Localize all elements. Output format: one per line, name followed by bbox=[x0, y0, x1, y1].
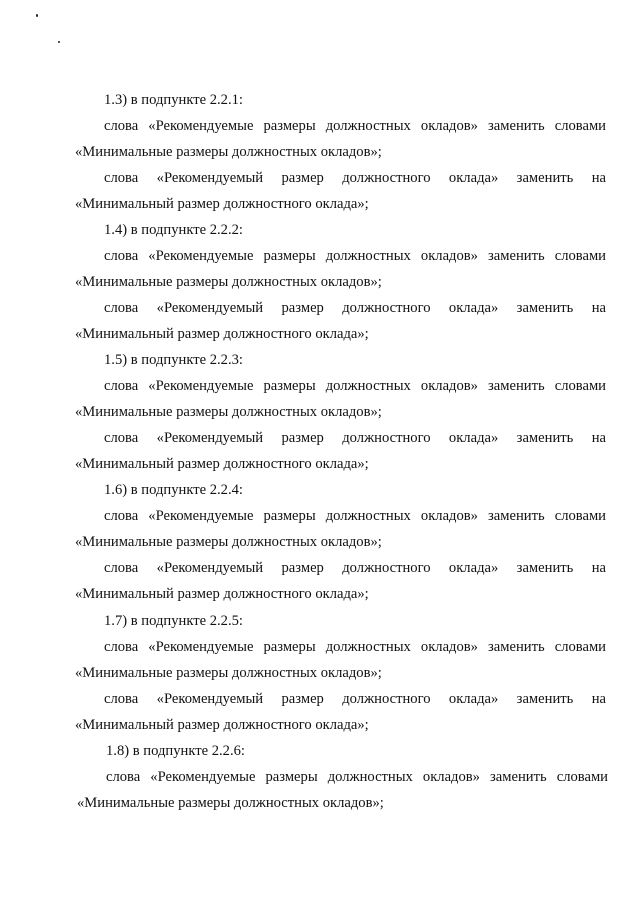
item-heading: 1.4) в подпункте 2.2.2: bbox=[104, 222, 243, 238]
paragraph-line: «Минимальные размеры должностных окладов»; bbox=[75, 404, 382, 420]
paragraph-line: «Минимальный размер должностного оклада»; bbox=[75, 586, 369, 602]
paragraph-line: слова «Рекомендуемые размеры должностных окладов» заменить словами bbox=[106, 769, 608, 785]
item-heading: 1.6) в подпункте 2.2.4: bbox=[104, 482, 243, 498]
scan-speck bbox=[58, 41, 60, 43]
paragraph-line: слова «Рекомендуемые размеры должностных окладов» заменить словами bbox=[104, 639, 606, 655]
paragraph-line: «Минимальный размер должностного оклада»; bbox=[75, 456, 369, 472]
paragraph-line: слова «Рекомендуемый размер должностного оклада» заменить на bbox=[104, 170, 606, 186]
paragraph-line: слова «Рекомендуемые размеры должностных окладов» заменить словами bbox=[104, 248, 606, 264]
item-heading: 1.8) в подпункте 2.2.6: bbox=[106, 743, 245, 759]
paragraph-line: слова «Рекомендуемый размер должностного оклада» заменить на bbox=[104, 691, 606, 707]
paragraph-line: слова «Рекомендуемый размер должностного оклада» заменить на bbox=[104, 300, 606, 316]
paragraph-line: слова «Рекомендуемые размеры должностных окладов» заменить словами bbox=[104, 118, 606, 134]
paragraph-line: слова «Рекомендуемые размеры должностных окладов» заменить словами bbox=[104, 378, 606, 394]
paragraph-line: слова «Рекомендуемые размеры должностных окладов» заменить словами bbox=[104, 508, 606, 524]
paragraph-line: «Минимальные размеры должностных окладов»; bbox=[75, 534, 382, 550]
item-heading: 1.7) в подпункте 2.2.5: bbox=[104, 613, 243, 629]
paragraph-line: «Минимальные размеры должностных окладов»; bbox=[75, 144, 382, 160]
item-heading: 1.3) в подпункте 2.2.1: bbox=[104, 92, 243, 108]
paragraph-line: «Минимальные размеры должностных окладов»; bbox=[75, 274, 382, 290]
paragraph-line: «Минимальный размер должностного оклада»; bbox=[75, 326, 369, 342]
item-heading: 1.5) в подпункте 2.2.3: bbox=[104, 352, 243, 368]
paragraph-line: слова «Рекомендуемый размер должностного оклада» заменить на bbox=[104, 560, 606, 576]
paragraph-line: слова «Рекомендуемый размер должностного оклада» заменить на bbox=[104, 430, 606, 446]
paragraph-line: «Минимальные размеры должностных окладов»; bbox=[75, 665, 382, 681]
scan-speck bbox=[36, 14, 38, 17]
paragraph-line: «Минимальные размеры должностных окладов»; bbox=[77, 795, 384, 811]
paragraph-line: «Минимальный размер должностного оклада»; bbox=[75, 196, 369, 212]
paragraph-line: «Минимальный размер должностного оклада»; bbox=[75, 717, 369, 733]
